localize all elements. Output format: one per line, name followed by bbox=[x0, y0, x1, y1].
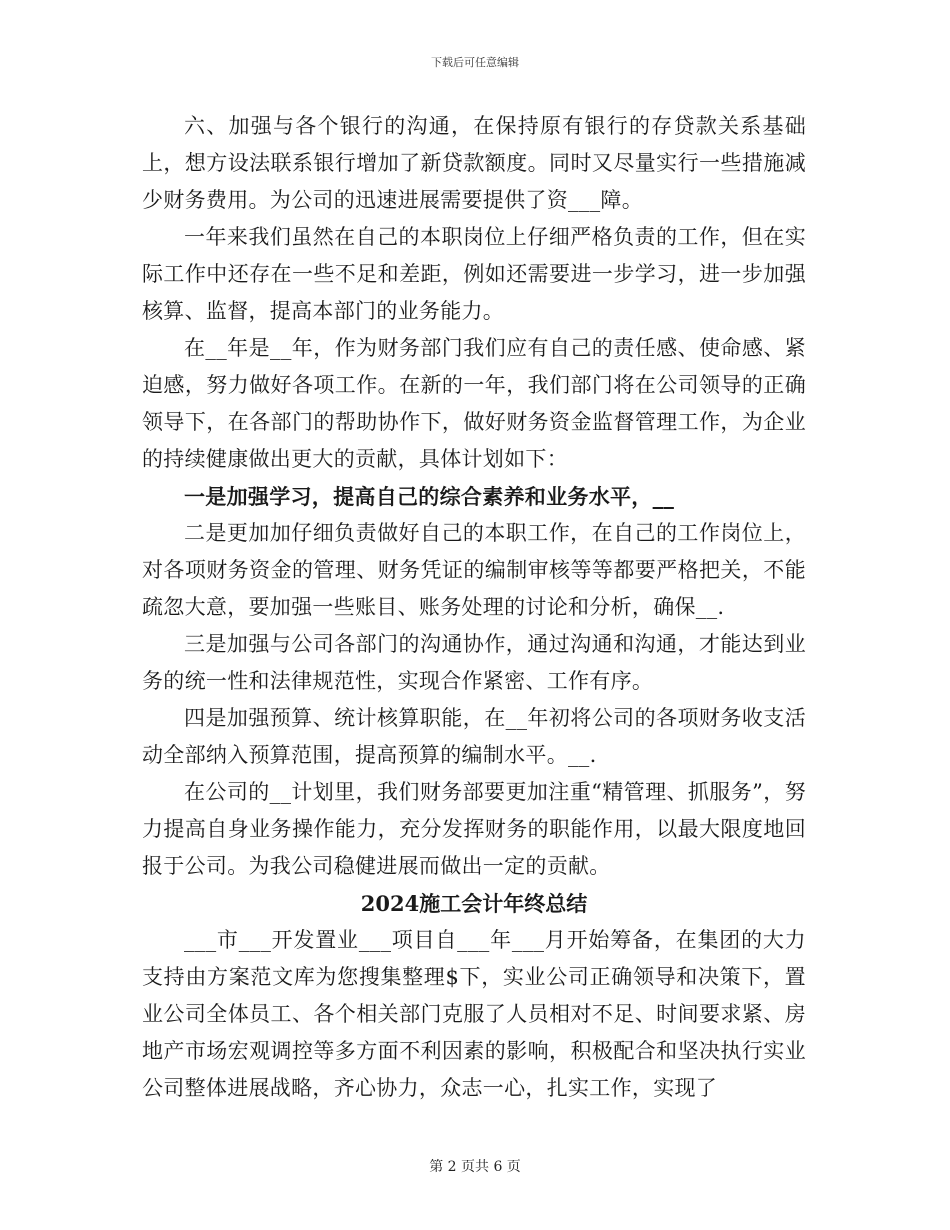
section-title: 2024施工会计年终总结 bbox=[360, 891, 588, 916]
paragraph-plan-item-4: 四是加强预算、统计核算职能，在__年初将公司的各项财务收支活动全部纳入预算范围，提高预算的编制水平。__. bbox=[142, 706, 806, 767]
paragraph-shortcomings: 一年来我们虽然在自己的本职岗位上仔细严格负责的工作，但在实际工作中还存在一些不足和差距，例如还需要进一步学习，进一步加强核算、监督，提高本部门的业务能力。 bbox=[142, 225, 806, 323]
paragraph-plan-item-1: 一是加强学习，提高自己的综合素养和业务水平，__ bbox=[184, 484, 675, 509]
paragraph-section-intro: ___市___开发置业___项目自___年___月开始筹备，在集团的大力支持由方案范文库为您搜集整理$下，实业公司正确领导和决策下，置业公司全体员工、各个相关部门克服了人员相对不足、时间要求紧、房地产市场宏观调控等多方面不利因素的影响，积极配合和坚决执行实业公司整体进展战略，齐心协力，众志一心，扎实工作，实现了 bbox=[142, 928, 806, 1100]
paragraph-plan-item-2: 二是更加加仔细负责做好自己的本职工作，在自己的工作岗位上，对各项财务资金的管理、财务凭证的编制审核等等都要严格把关，不能疏忽大意，要加强一些账目、账务处理的讨论和分析，确保__. bbox=[142, 521, 806, 619]
paragraph-new-year-plan: 在__年是__年，作为财务部门我们应有自己的责任感、使命感、紧迫感，努力做好各项工作。在新的一年，我们部门将在公司领导的正确领导下，在各部门的帮助协作下，做好财务资金监督管理工作，为企业的持续健康做出更大的贡献，具体计划如下： bbox=[142, 336, 806, 471]
paragraph-bank-communication: 六、加强与各个银行的沟通，在保持原有银行的存贷款关系基础上，想方设法联系银行增加了新贷款额度。同时又尽量实行一些措施减少财务费用。为公司的迅速进展需要提供了资___障。 bbox=[142, 114, 806, 212]
page-footer: 第 2 页共 6 页 bbox=[429, 1159, 521, 1175]
document-body bbox=[142, 108, 806, 1107]
page-header: 下载后可任意编辑 bbox=[431, 56, 519, 69]
paragraph-plan-item-3: 三是加强与公司各部门的沟通协作，通过沟通和沟通，才能达到业务的统一性和法律规范性，实现合作紧密、工作有序。 bbox=[142, 632, 806, 693]
paragraph-closing: 在公司的__计划里，我们财务部要更加注重“精管理、抓服务”，努力提高自身业务操作能力，充分发挥财务的职能作用，以最大限度地回报于公司。为我公司稳健进展而做出一定的贡献。 bbox=[142, 780, 806, 878]
